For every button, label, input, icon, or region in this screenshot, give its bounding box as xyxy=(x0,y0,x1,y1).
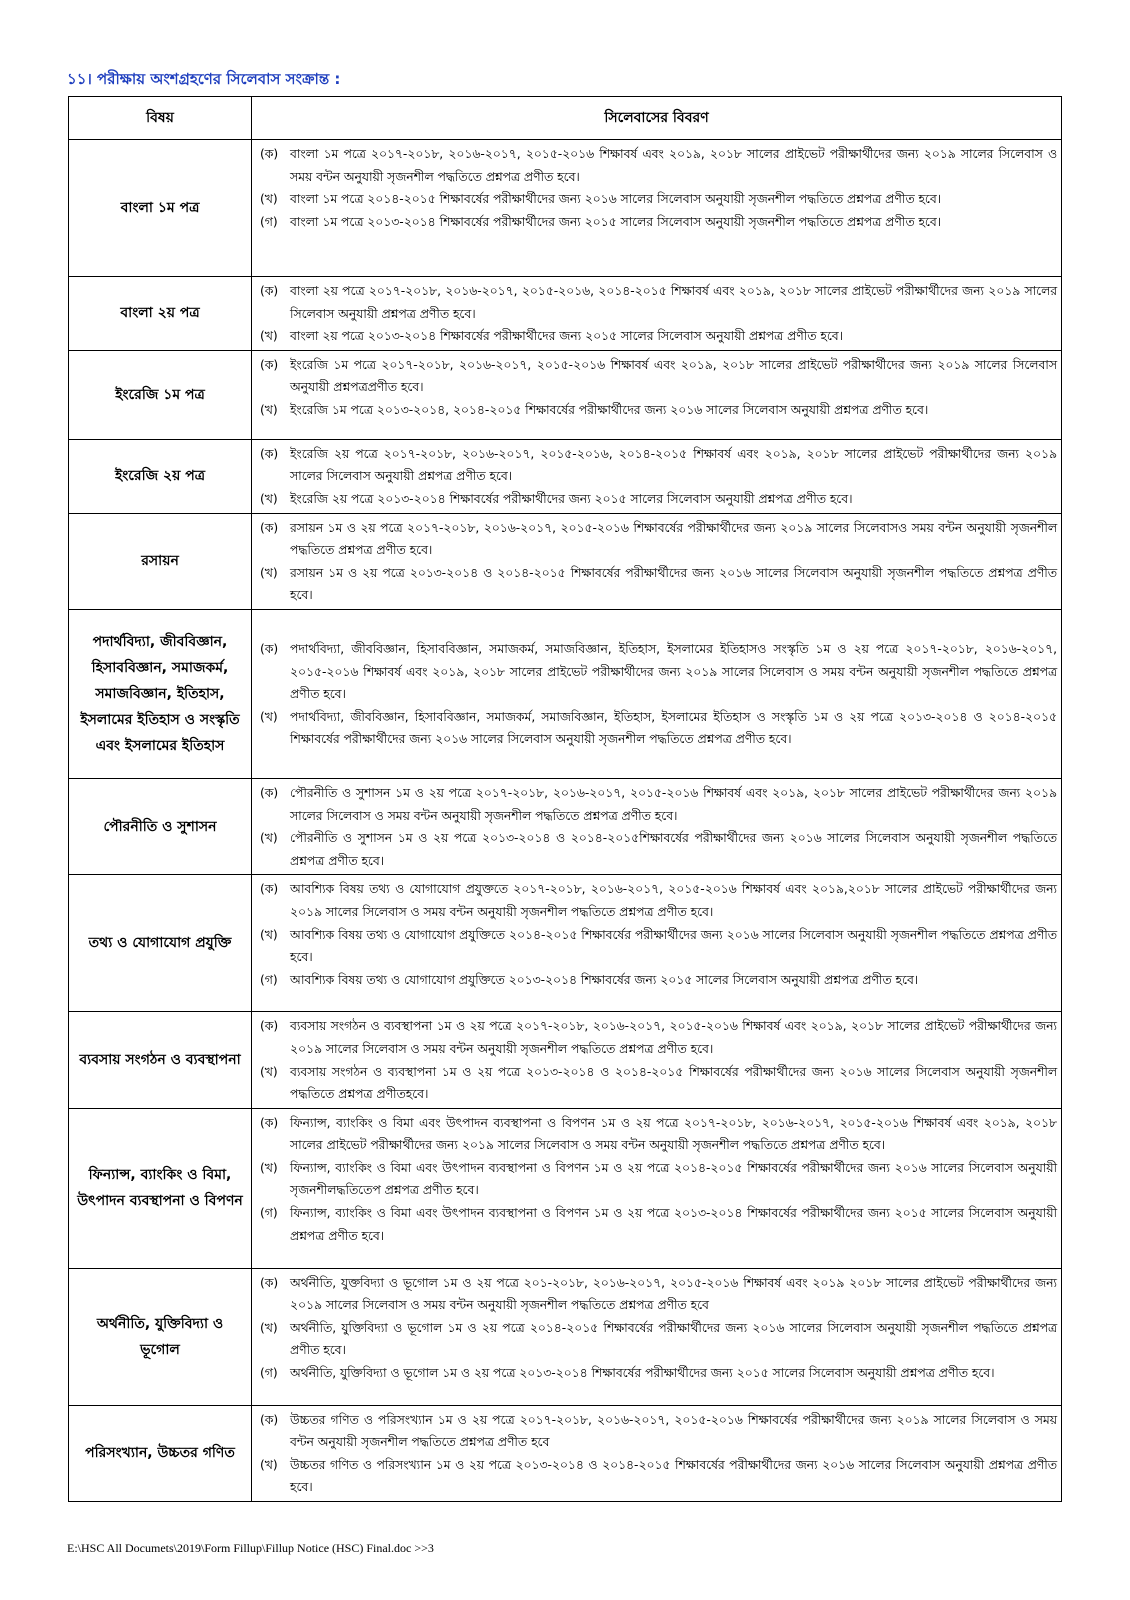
item-label: (ক) xyxy=(260,446,279,461)
item-label: (ক) xyxy=(260,284,279,298)
table-row xyxy=(69,778,1062,874)
item-text: রসায়ন ১ম ও ২য় পত্রে ২০১৭-২০১৮, ২০১৬-২০১৭, ২০১৫-২০১৬ শিক্ষাবর্ষের পরীক্ষার্থীদের জন্য ২০১৯ সালের সিলেবাসও সময় বন্টন অনুযায়ী সৃজনশীল পদ্ধতিতে প্রশ্নপত্র প্রণীত হবে। xyxy=(290,520,1057,558)
description-cell xyxy=(252,875,1062,1012)
item-label: (ক) xyxy=(260,785,279,800)
syllabus-item xyxy=(260,1409,1057,1454)
item-text: অর্থনীতি, যুক্তিবিদ্যা ও ভূগোল ১ম ও ২য় পত্রে ২০১৪-২০১৫ শিক্ষাবর্ষের পরীক্ষার্থীদের জন্য ২০১৬ সালের সিলেবাস অনুযায়ী সৃজনশীল পদ্ধতিতে প্রশ্নপত্র প্রণীত হবে। xyxy=(290,1320,1057,1358)
syllabus-item xyxy=(260,1202,1057,1247)
table-header-row xyxy=(69,97,1062,140)
description-cell xyxy=(252,1012,1062,1108)
item-text: আবশ্যিক বিষয় তথ্য ও যোগাযোগ প্রযুক্তিতে ২০১৪-২০১৫ শিক্ষাবর্ষের পরীক্ষার্থীদের জন্য ২০১৬ সালের সিলেবাস অনুযায়ী সৃজনশীল পদ্ধতিতে প্রশ্নপত্র প্রণীত হবে। xyxy=(290,927,1057,965)
item-text: ইংরেজি ২য় পত্রে ২০১৭-২০১৮, ২০১৬-২০১৭, ২০১৫-২০১৬, ২০১৪-২০১৫ শিক্ষাবর্ষ এবং ২০১৯, ২০১৮ সালের প্রাইভেট পরীক্ষার্থীদের জন্য ২০১৯ সালের সিলেবাস অনুযায়ী প্রশ্নপত্র প্রণীত হবে। xyxy=(290,446,1057,484)
subject-cell: ফিন্যান্স, ব্যাংকিং ও বিমা, উৎপাদন ব্যবস্থাপনা ও বিপণন xyxy=(69,1108,252,1268)
table-row xyxy=(69,1268,1062,1405)
syllabus-item xyxy=(260,188,1057,211)
syllabus-item xyxy=(260,280,1057,325)
description-cell xyxy=(252,1405,1062,1501)
table-row xyxy=(69,439,1062,513)
syllabus-item xyxy=(260,782,1057,827)
description-cell xyxy=(252,609,1062,778)
item-text: ফিন্যান্স, ব্যাংকিং ও বিমা এবং উৎপাদন ব্যবস্থাপনা ও বিপণন ১ম ও ২য় পত্রে ২০১৭-২০১৮, ২০১৬-২০১৭, ২০১৫-২০১৬ শিক্ষাবর্ষ এবং ২০১৯, ২০১৮ সালের প্রাইভেট পরীক্ষার্থীদের জন্য ২০১৯ সালের সিলেবাস ও সময় বন্টন অনুযায়ী সৃজনশীল পদ্ধতিতে প্রশ্নপত্র প্রণীত হবে। xyxy=(290,1115,1057,1153)
description-cell xyxy=(252,350,1062,439)
syllabus-item xyxy=(260,517,1057,562)
item-text: পদার্থবিদ্যা, জীববিজ্ঞান, হিসাববিজ্ঞান, সমাজকর্ম, সমাজবিজ্ঞান, ইতিহাস, ইসলামের ইতিহাস ও সংস্কৃতি ১ম ও ২য় পত্রে ২০১৩-২০১৪ ও ২০১৪-২০১৫ শিক্ষাবর্ষের পরীক্ষার্থীদের জন্য ২০১৬ সালের সিলেবাস অনুযায়ী সৃজনশীল পদ্ধতিতে প্রশ্নপত্র প্রণীত হবে। xyxy=(290,709,1057,747)
item-text: ফিন্যান্স, ব্যাংকিং ও বিমা এবং উৎপাদন ব্যবস্থাপনা ও বিপণন ১ম ও ২য় পত্রে ২০১৪-২০১৫ শিক্ষাবর্ষের পরীক্ষার্থীদের জন্য ২০১৬ সালের সিলেবাস অনুযায়ী সৃজনশীলদ্ধতিতেপ প্রশ্নপত্র প্রণীত হবে। xyxy=(290,1160,1057,1198)
syllabus-item xyxy=(260,562,1057,607)
syllabus-item xyxy=(260,1112,1057,1157)
subject-cell: বাংলা ১ম পত্র xyxy=(69,140,252,277)
syllabus-item xyxy=(260,1272,1057,1317)
item-label: (খ) xyxy=(260,565,278,580)
item-text: রসায়ন ১ম ও ২য় পত্রে ২০১৩-২০১৪ ও ২০১৪-২০১৫ শিক্ষাবর্ষের পরীক্ষার্থীদের জন্য ২০১৬ সালের সিলেবাস অনুযায়ী সৃজনশীল পদ্ধতিতে প্রশ্নপত্র প্রণীত হবে। xyxy=(290,565,1057,603)
syllabus-item xyxy=(260,878,1057,923)
item-text: পৌরনীতি ও সুশাসন ১ম ও ২য় পত্রে ২০১৩-২০১৪ ও ২০১৪-২০১৫শিক্ষাবর্ষের পরীক্ষার্থীদের জন্য ২০১৬ সালের সিলেবাস অনুযায়ী সৃজনশীল পদ্ধতিতে প্রশ্নপত্র প্রণীত হবে। xyxy=(290,831,1057,868)
table-row xyxy=(69,1405,1062,1501)
item-label: (খ) xyxy=(260,192,278,207)
table-row xyxy=(69,350,1062,439)
item-label: (ক) xyxy=(260,1412,279,1427)
syllabus-item xyxy=(260,211,1057,234)
item-label: (ক) xyxy=(260,882,279,897)
syllabus-item xyxy=(260,325,1057,348)
syllabus-table xyxy=(68,96,1062,1502)
item-label: (ক) xyxy=(260,357,279,372)
item-label: (গ) xyxy=(260,1366,278,1381)
description-cell xyxy=(252,277,1062,351)
item-text: বাংলা ১ম পত্রে ২০১৪-২০১৫ শিক্ষাবর্ষের পরীক্ষার্থীদের জন্য ২০১৬ সালের সিলেবাস অনুযায়ী সৃজনশীল পদ্ধতিতে প্রশ্নপত্র প্রণীত হবে। xyxy=(290,192,942,207)
item-label: (ক) xyxy=(260,1275,279,1290)
subject-cell: তথ্য ও যোগাযোগ প্রযুক্তি xyxy=(69,875,252,1012)
subject-cell: ইংরেজি ২য় পত্র xyxy=(69,439,252,513)
item-label: (খ) xyxy=(260,491,278,506)
description-cell xyxy=(252,140,1062,277)
table-row xyxy=(69,1108,1062,1268)
description-cell xyxy=(252,778,1062,874)
item-text: উচ্চতর গণিত ও পরিসংখ্যান ১ম ও ২য় পত্রে ২০১৭-২০১৮, ২০১৬-২০১৭, ২০১৫-২০১৬ শিক্ষাবর্ষের পরীক্ষার্থীদের জন্য ২০১৯ সালের সিলেবাস ও সময় বন্টন অনুযায়ী সৃজনশীল পদ্ধতিতে প্রশ্নপত্র প্রণীত হবে xyxy=(290,1412,1057,1450)
subject-cell: বাংলা ২য় পত্র xyxy=(69,277,252,351)
syllabus-item xyxy=(260,1015,1057,1060)
table-row xyxy=(69,140,1062,277)
item-text: ইংরেজি ১ম পত্রে ২০১৩-২০১৪, ২০১৪-২০১৫ শিক্ষাবর্ষের পরীক্ষার্থীদের জন্য ২০১৬ সালের সিলেবাস অনুযায়ী প্রশ্নপত্র প্রণীত হবে। xyxy=(290,402,929,417)
item-label: (খ) xyxy=(260,927,278,942)
item-label: (খ) xyxy=(260,1064,278,1079)
subject-cell: ইংরেজি ১ম পত্র xyxy=(69,350,252,439)
syllabus-item xyxy=(260,143,1057,188)
syllabus-item xyxy=(260,399,1057,422)
syllabus-item xyxy=(260,1454,1057,1499)
item-text: আবশ্যিক বিষয় তথ্য ও যোগাযোগ প্রযুক্ততে ২০১৭-২০১৮, ২০১৬-২০১৭, ২০১৫-২০১৬ শিক্ষাবর্ষ এবং ২০১৯,২০১৮ সালের প্রাইভেট পরীক্ষার্থীদের জন্য ২০১৯ সালের সিলেবাস ও সময় বন্টন অনুযায়ী সৃজনশীল পদ্ধতিতে প্রশ্নপত্র প্রণীত হবে। xyxy=(290,882,1057,919)
syllabus-item xyxy=(260,1061,1057,1106)
table-row xyxy=(69,875,1062,1012)
item-text: আবশ্যিক বিষয় তথ্য ও যোগাযোগ প্রযুক্তিতে ২০১৩-২০১৪ শিক্ষাবর্ষের জন্য ২০১৫ সালের সিলেবাস অনুযায়ী প্রশ্নপত্র প্রণীত হবে। xyxy=(290,972,919,987)
syllabus-item xyxy=(260,354,1057,399)
syllabus-item xyxy=(260,1317,1057,1362)
file-path-footer: E:\HSC All Documets\2019\Form Fillup\Fillup Notice (HSC) Final.doc >>3 xyxy=(67,1541,434,1555)
item-text: ব্যবসায় সংগঠন ও ব্যবস্থাপনা ১ম ও ২য় পত্রে ২০১৩-২০১৪ ও ২০১৪-২০১৫ শিক্ষাবর্ষের পরীক্ষার্থীদের জন্য ২০১৬ সালের সিলেবাস অনুযায়ী সৃজনশীল পদ্ধতিতে প্রশ্নপত্র প্রণীতহবে। xyxy=(290,1064,1057,1102)
subject-cell: পদার্থবিদ্যা, জীববিজ্ঞান, হিসাববিজ্ঞান, সমাজকর্ম, সমাজবিজ্ঞান, ইতিহাস, ইসলামের ইতিহাস ও সংস্কৃতি এবং ইসলামের ইতিহাস xyxy=(69,609,252,778)
subject-cell: রসায়ন xyxy=(69,513,252,609)
subject-cell: ব্যবসায় সংগঠন ও ব্যবস্থাপনা xyxy=(69,1012,252,1108)
description-cell xyxy=(252,513,1062,609)
item-label: (গ) xyxy=(260,972,278,987)
syllabus-item xyxy=(260,706,1057,751)
description-cell xyxy=(252,1108,1062,1268)
item-label: (ক) xyxy=(260,1019,279,1034)
item-label: (খ) xyxy=(260,402,278,417)
description-cell xyxy=(252,439,1062,513)
item-text: বাংলা ২য় পত্রে ২০১৭-২০১৮, ২০১৬-২০১৭, ২০১৫-২০১৬, ২০১৪-২০১৫ শিক্ষাবর্ষ এবং ২০১৯, ২০১৮ সালের প্রাইভেট পরীক্ষার্থীদের জন্য ২০১৯ সালের সিলেবাস অনুযায়ী প্রশ্নপত্র প্রণীত হবে। xyxy=(290,284,1057,321)
item-label: (খ) xyxy=(260,709,278,724)
item-label: (খ) xyxy=(260,1457,278,1472)
syllabus-item xyxy=(260,443,1057,488)
item-text: পদার্থবিদ্যা, জীববিজ্ঞান, হিসাববিজ্ঞান, সমাজকর্ম, সমাজবিজ্ঞান, ইতিহাস, ইসলামের ইতিহাসও সংস্কৃতি ১ম ও ২য় পত্রে ২০১৭-২০১৮, ২০১৬-২০১৭, ২০১৫-২০১৬ শিক্ষাবর্ষ এবং ২০১৯, ২০১৮ সালের প্রাইভেট পরীক্ষার্থীদের জন্য ২০১৯ সালের সিলেবাস ও সময় বন্টন অনুযায়ী সৃজনশীল পদ্ধতিতে প্রশ্নপত্র প্রণীত হবে। xyxy=(290,641,1057,702)
table-row xyxy=(69,513,1062,609)
item-text: অর্থনীতি, যুক্তবিদ্যা ও ভূগোল ১ম ও ২য় পত্রে ২০১-২০১৮, ২০১৬-২০১৭, ২০১৫-২০১৬ শিক্ষাবর্ষ এবং ২০১৯ ২০১৮ সালের প্রাইভেট পরীক্ষার্থীদের জন্য ২০১৯ সালের সিলেবাস ও সময় বন্টন অনুযায়ী সৃজনশীল পদ্ধতিতে প্রশ্নপত্র প্রণীত হবে xyxy=(290,1275,1057,1313)
syllabus-item xyxy=(260,1362,1057,1385)
item-text: ইংরেজি ২য় পত্রে ২০১৩-২০১৪ শিক্ষাবর্ষের পরীক্ষার্থীদের জন্য ২০১৫ সালের সিলেবাস অনুযায়ী প্রশ্নপত্র প্রণীত হবে। xyxy=(290,491,853,506)
subject-cell: পরিসংখ্যান, উচ্চতর গণিত xyxy=(69,1405,252,1501)
item-label: (খ) xyxy=(260,329,278,344)
syllabus-item xyxy=(260,1157,1057,1202)
item-text: বাংলা ১ম পত্রে ২০১৭-২০১৮, ২০১৬-২০১৭, ২০১৫-২০১৬ শিক্ষাবর্ষ এবং ২০১৯, ২০১৮ সালের প্রাইভেট পরীক্ষার্থীদের জন্য ২০১৯ সালের সিলেবাস ও সময় বন্টন অনুযায়ী সৃজনশীল পদ্ধতিতে প্রশ্নপত্র প্রণীত হবে। xyxy=(290,147,1057,184)
item-label: (খ) xyxy=(260,831,278,846)
table-row xyxy=(69,609,1062,778)
syllabus-item xyxy=(260,488,1057,511)
item-text: বাংলা ২য় পত্রে ২০১৩-২০১৪ শিক্ষাবর্ষের পরীক্ষার্থীদের জন্য ২০১৫ সালের সিলেবাস অনুযায়ী প্রশ্নপত্র প্রণীত হবে। xyxy=(290,329,844,344)
item-text: বাংলা ১ম পত্রে ২০১৩-২০১৪ শিক্ষাবর্ষের পরীক্ষার্থীদের জন্য ২০১৫ সালের সিলেবাস অনুযায়ী সৃজনশীল পদ্ধতিতে প্রশ্নপত্র প্রণীত হবে। xyxy=(290,214,942,229)
item-text: পৌরনীতি ও সুশাসন ১ম ও ২য় পত্রে ২০১৭-২০১৮, ২০১৬-২০১৭, ২০১৫-২০১৬ শিক্ষাবর্ষ এবং ২০১৯, ২০১৮ সালের প্রাইভেট পরীক্ষার্থীদের জন্য ২০১৯ সালের সিলেবাস ও সময় বন্টন অনুযায়ী সৃজনশীল পদ্ধতিতে প্রশ্নপত্র প্রণীত হবে। xyxy=(290,785,1057,823)
item-label: (ক) xyxy=(260,520,279,535)
item-text: অর্থনীতি, যুক্তিবিদ্যা ও ভূগোল ১ম ও ২য় পত্রে ২০১৩-২০১৪ শিক্ষাবর্ষের পরীক্ষার্থীদের জন্য ২০১৫ সালের সিলেবাস অনুযায়ী প্রশ্নপত্র প্রণীত হবে। xyxy=(290,1366,995,1381)
section-heading: ১১। পরীক্ষায় অংশগ্রহণের সিলেবাস সংক্রান্ত : xyxy=(67,70,341,88)
item-label: (ক) xyxy=(260,641,279,656)
column-header-description: সিলেবাসের বিবরণ xyxy=(252,97,1062,140)
item-text: ব্যবসায় সংগঠন ও ব্যবস্থাপনা ১ম ও ২য় পত্রে ২০১৭-২০১৮, ২০১৬-২০১৭, ২০১৫-২০১৬ শিক্ষাবর্ষ এবং ২০১৯, ২০১৮ সালের প্রাইভেট পরীক্ষার্থীদের জন্য ২০১৯ সালের সিলেবাস ও সময় বন্টন অনুযায়ী সৃজনশীল পদ্ধতিতে প্রশ্নপত্র প্রণীত হবে। xyxy=(290,1019,1057,1056)
subject-cell: অর্থনীতি, যুক্তিবিদ্যা ও ভূগোল xyxy=(69,1268,252,1405)
table-row xyxy=(69,1012,1062,1108)
item-text: ইংরেজি ১ম পত্রে ২০১৭-২০১৮, ২০১৬-২০১৭, ২০১৫-২০১৬ শিক্ষাবর্ষ এবং ২০১৯, ২০১৮ সালের প্রাইভেট পরীক্ষার্থীদের জন্য ২০১৯ সালের সিলেবাস অনুযায়ী প্রশ্নপত্রপ্রণীত হবে। xyxy=(290,357,1057,395)
description-cell xyxy=(252,1268,1062,1405)
syllabus-item xyxy=(260,969,1057,992)
item-text: উচ্চতর গণিত ও পরিসংখ্যান ১ম ও ২য় পত্রে ২০১৩-২০১৪ ও ২০১৪-২০১৫ শিক্ষাবর্ষের পরীক্ষার্থীদের জন্য ২০১৬ সালের সিলেবাস অনুযায়ী প্রশ্নপত্র প্রণীত হবে। xyxy=(290,1457,1057,1495)
table-row xyxy=(69,277,1062,351)
item-label: (খ) xyxy=(260,1160,278,1175)
syllabus-item xyxy=(260,638,1057,706)
item-label: (ক) xyxy=(260,1115,279,1130)
item-label: (খ) xyxy=(260,1320,278,1335)
item-label: (গ) xyxy=(260,214,278,229)
column-header-subject: বিষয় xyxy=(69,97,252,140)
syllabus-item xyxy=(260,924,1057,969)
subject-cell: পৌরনীতি ও সুশাসন xyxy=(69,778,252,874)
item-label: (গ) xyxy=(260,1206,278,1221)
item-text: ফিন্যান্স, ব্যাংকিং ও বিমা এবং উৎপাদন ব্যবস্থাপনা ও বিপণন ১ম ও ২য় পত্রে ২০১৩-২০১৪ শিক্ষাবর্ষের পরীক্ষার্থীদের জন্য ২০১৫ সালের সিলেবাস অনুযায়ী প্রশ্নপত্র প্রণীত হবে। xyxy=(290,1206,1057,1243)
item-label: (ক) xyxy=(260,147,279,161)
syllabus-item xyxy=(260,827,1057,872)
